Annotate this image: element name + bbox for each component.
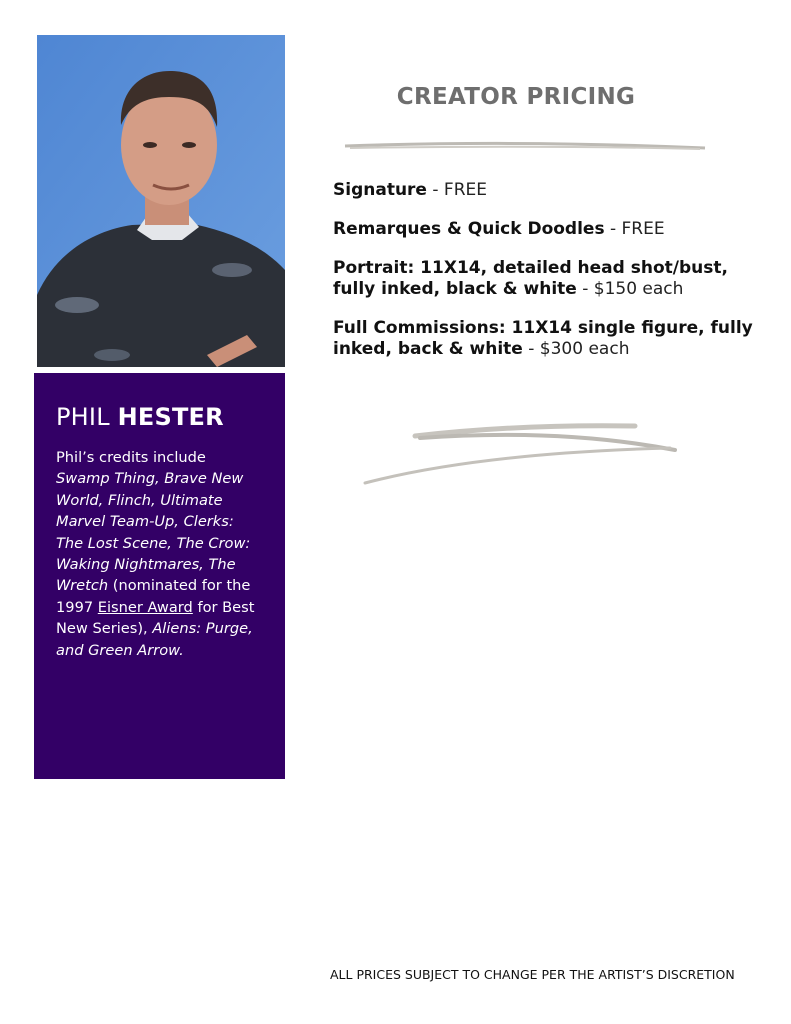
creator-photo bbox=[34, 32, 288, 370]
pricing-item-price: $300 each bbox=[539, 339, 630, 359]
pricing-item bbox=[333, 258, 753, 300]
pricing-item-price: FREE bbox=[621, 219, 665, 239]
pricing-disclaimer: ALL PRICES SUBJECT TO CHANGE PER THE ARTIST’S DISCRETION bbox=[330, 967, 735, 982]
eisner-award-link[interactable]: Eisner Award bbox=[97, 598, 193, 616]
bio-intro: Phil’s credits include bbox=[56, 449, 206, 466]
creator-name bbox=[56, 403, 263, 431]
pricing-item bbox=[333, 180, 753, 201]
creator-bio bbox=[56, 447, 263, 661]
bio-works-1: Swamp Thing, Brave New World, Flinch, Ultimate Marvel Team-Up, Clerks: The Lost Scene, The Crow: Waking Nightmares, The Wretch bbox=[56, 470, 251, 595]
pricing-sep: - bbox=[604, 219, 622, 239]
bio-works-2: Aliens: Purge, and Green Arrow. bbox=[56, 620, 253, 659]
pricing-item-name: Signature bbox=[333, 180, 427, 200]
pricing-item bbox=[333, 219, 753, 240]
pricing-sep: - bbox=[426, 180, 444, 200]
pricing-item-price: FREE bbox=[443, 180, 487, 200]
creator-bio-panel bbox=[34, 373, 285, 779]
creator-last-name: HESTER bbox=[117, 403, 224, 431]
pricing-item-price: $150 each bbox=[593, 279, 684, 299]
pricing-sep: - bbox=[576, 279, 594, 299]
brush-divider-top bbox=[340, 136, 710, 156]
pricing-list bbox=[333, 180, 753, 378]
bio-mid-1: (nominated for the 1997 bbox=[56, 577, 251, 616]
pricing-sep: - bbox=[522, 339, 540, 359]
bio-mid-2: for Best New Series), bbox=[56, 598, 255, 638]
pricing-item-name: Portrait: 11X14, detailed head shot/bust, fully inked, black & white bbox=[333, 258, 728, 299]
pricing-item bbox=[333, 318, 753, 360]
pricing-item-name: Remarques & Quick Doodles bbox=[333, 219, 605, 239]
creator-first-name: PHIL bbox=[56, 403, 110, 431]
page-title: CREATOR PRICING bbox=[396, 84, 636, 110]
pricing-item-name: Full Commissions: 11X14 single figure, fully inked, back & white bbox=[333, 318, 753, 359]
brush-swoosh bbox=[360, 418, 682, 488]
